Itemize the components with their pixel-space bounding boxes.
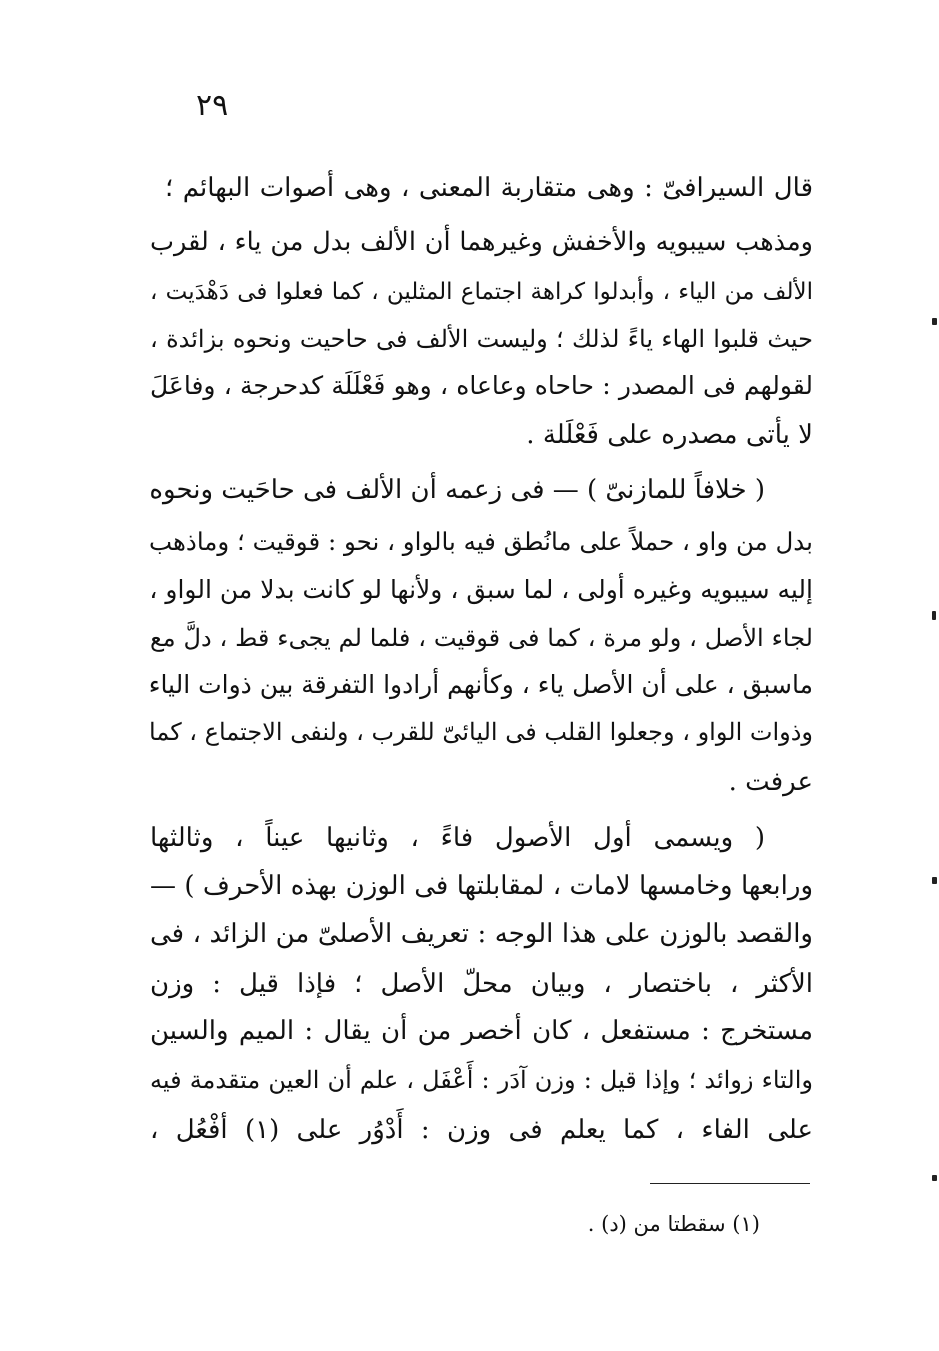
text-line-8: بدل من واو ، حملاً على مانُطق فيه بالواو ، نحو : قوقيت ؛ وماذهب <box>148 527 813 556</box>
text-line-15: ورابعها وخامسها لامات ، لمقابلتها فى الوزن بهذه الأحرف ) — <box>150 871 813 901</box>
text-line-12: وذوات الواو ، وجعلوا القلب فى اليائىّ للقرب ، ولنفى الاجتماع ، كما <box>149 718 813 746</box>
text-line-19: والتاء زوائد ؛ وإذا قيل : وزن آدَر : أَعْفَل ، علم أن العين متقدمة فيه <box>150 1066 813 1094</box>
footnote: (١) سقطتا من (د) . <box>587 1212 760 1236</box>
text-line-14: ( ويسمى أول الأصول فاءً ، وثانيها عيناً ، وثالثها <box>150 823 765 853</box>
text-line-6: لا يأتى مصدره على فَعْلَلة . <box>526 420 813 450</box>
scan-speck <box>932 611 936 620</box>
scan-speck <box>932 1175 937 1181</box>
text-line-18: مستخرج : مستفعل ، كان أخصر من أن يقال : الميم والسين <box>150 1016 813 1046</box>
text-line-17: الأكثر ، باختصار ، وبيان محلّ الأصل ؛ فإذا قيل : وزن <box>150 969 813 999</box>
footnote-divider <box>650 1183 810 1184</box>
text-line-20: على الفاء ، كما يعلم فى وزن : أَدْوُر على (١) أفْعُل ، <box>150 1115 813 1145</box>
text-line-16: والقصد بالوزن على هذا الوجه : تعريف الأصلىّ من الزائد ، فى <box>150 919 813 949</box>
text-line-13: عرفت . <box>728 767 813 797</box>
text-line-10: لجاء الأصل ، ولو مرة ، كما فى قوقيت ، فلما لم يجىء قط ، دلَّ مع <box>150 624 813 652</box>
text-line-11: ماسبق ، على أن الأصل ياء ، وكأنهم أرادوا التفرقة بين ذوات الياء <box>148 670 813 699</box>
scan-speck <box>932 877 937 884</box>
text-line-9: إليه سيبويه وغيره أولى ، لما سبق ، ولأنها لو كانت بدلا من الواو ، <box>149 575 813 604</box>
text-line-1: قال السيرافىّ : وهى متقاربة المعنى ، وهى أصوات البهائم ؛ <box>165 173 813 203</box>
text-line-2: ومذهب سيبويه والأخفش وغيرهما أن الألف بدل من ياء ، لقرب <box>150 227 813 257</box>
text-line-3: الألف من الياء ، وأبدلوا كراهة اجتماع المثلين ، كما فعلوا فى دَهْدَيت ، <box>150 279 813 305</box>
text-line-4: حيث قلبوا الهاء ياءً لذلك ؛ وليست الألف فى حاحيت ونحوه بزائدة ، <box>150 325 813 353</box>
text-line-5: لقولهم فى المصدر : حاحاه وعاعاه ، وهو فَعْلَلَة كدحرجة ، وفاعَلَ <box>150 371 813 400</box>
page-number: ٢٩ <box>196 88 229 123</box>
text-line-7: ( خلافاً للمازنىّ ) — فى زعمه أن الألف فى حاحَيت ونحوه <box>149 475 765 505</box>
scan-speck <box>932 318 937 325</box>
